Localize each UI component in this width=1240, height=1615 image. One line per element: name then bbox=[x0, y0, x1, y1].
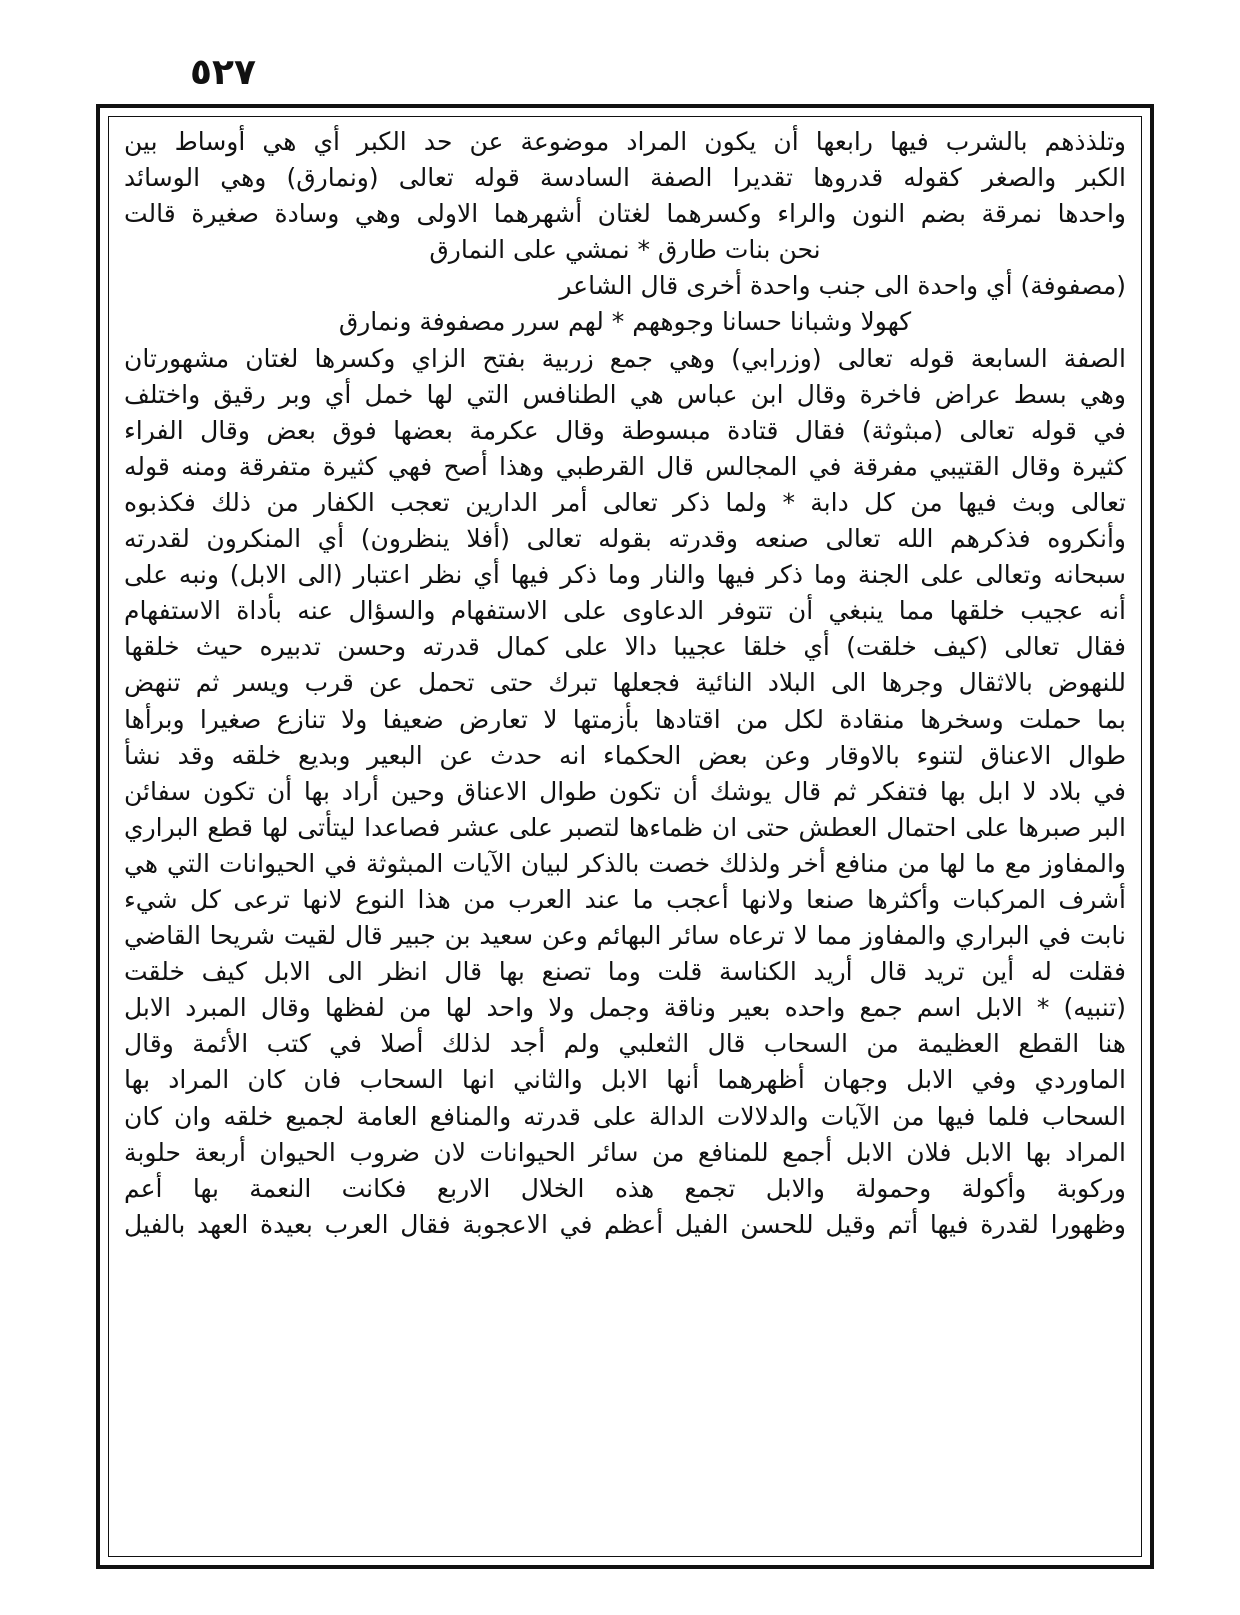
text-line: فقلت له أين تريد قال أريد الكناسة قلت وما تصنع بها قال انظر الى الابل كيف خلقت bbox=[124, 957, 1126, 987]
text-line: والمفاوز مع ما لها من منافع أخر ولذلك خصت بالذكر لبيان الآيات المبثوثة في الحيوانات التي هي bbox=[124, 848, 1126, 878]
text-line: (تنبيه) * الابل اسم جمع واحده بعير وناقة وجمل ولا واحد لها من لفظها وقال المبرد الابل bbox=[124, 993, 1126, 1023]
text-line: الصفة السابعة قوله تعالى (وزرابي) وهي جمع زربية بفتح الزاي وكسرها لغتان مشهورتان bbox=[124, 343, 1126, 373]
text-line: تعالى وبث فيها من كل دابة * ولما ذكر تعالى أمر الدارين تعجب الكفار من ذلك فكذبوه bbox=[124, 487, 1126, 517]
text-line: الكبر والصغر كقوله قدروها تقديرا الصفة السادسة قوله تعالى (ونمارق) وهي الوسائد bbox=[124, 163, 1126, 193]
text-line: واحدها نمرقة بضم النون والراء وكسرهما لغتان أشهرهما الاولى وهي وسادة صغيرة قالت bbox=[124, 199, 1126, 229]
page-number: ٥٢٧ bbox=[190, 52, 256, 93]
text-line: وتلذذهم بالشرب فيها رابعها أن يكون المراد موضوعة عن حد الكبر أي هي أوساط بين bbox=[124, 127, 1126, 156]
text-line: وأنكروه فذكرهم الله تعالى صنعه وقدرته بقوله تعالى (أفلا ينظرون) أي المنكرون لقدرته bbox=[124, 524, 1126, 554]
text-line: أنه عجيب خلقها مما ينبغي أن تتوفر الدعاوى على الاستفهام والسؤال عنه بأداة الاستفهام bbox=[124, 596, 1126, 626]
text-line: السحاب فلما فيها من الآيات والدلالات الدالة على قدرته والمنافع العامة لجميع خلقه وان كان bbox=[124, 1101, 1126, 1131]
verse-line: نحن بنات طارق * نمشي على النمارق bbox=[429, 235, 821, 265]
text-line: في قوله تعالى (مبثوثة) فقال قتادة مبسوطة وقال عكرمة بعضها فوق بعض وقال الفراء bbox=[124, 415, 1126, 445]
text-line: كثيرة وقال القتيبي مفرقة في المجالس قال القرطبي وهذا أصح فهي كثيرة متفرقة ومنه قوله bbox=[124, 451, 1126, 481]
text-line: نابت في البراري والمفاوز مما لا ترعاه سائر البهائم وعن سعيد بن جبير قال لقيت شريحا القاضي bbox=[124, 921, 1126, 951]
text-line: طوال الاعناق لتنوء بالاوقار وعن بعض الحكماء انه حدث عن البعير وبديع خلقه وقد نشأ bbox=[124, 740, 1126, 770]
text-line: في بلاد لا ابل بها فتفكر ثم قال يوشك أن تكون طوال الاعناق وحين أراد بها أن تكون سفائن bbox=[124, 776, 1126, 806]
body-text bbox=[124, 124, 1126, 1243]
text-line: هنا القطع العظيمة من السحاب قال الثعلبي ولم أجد لذلك أصلا في كتب الأئمة وقال bbox=[124, 1029, 1126, 1059]
verse-line: كهولا وشبانا حسانا وجوههم * لهم سرر مصفوفة ونمارق bbox=[338, 307, 912, 337]
text-line: سبحانه وتعالى على الجنة وما ذكر فيها والنار وما ذكر فيها أي نظر اعتبار (الى الابل) ونبه على bbox=[124, 560, 1126, 590]
text-line: فقال تعالى (كيف خلقت) أي خلقا عجيبا دالا على كمال قدرته وحسن تدبيره حيث خلقها bbox=[124, 632, 1126, 662]
text-line: المراد بها الابل فلان الابل أجمع للمنافع من سائر الحيوانات لان ضروب الحيوان أربعة حلوبة bbox=[124, 1137, 1126, 1167]
text-line: للنهوض بالاثقال وجرها الى البلاد النائية فجعلها تبرك حتى تحمل عن قرب ويسر ثم تنهض bbox=[124, 668, 1126, 698]
text-line: أشرف المركبات وأكثرها صنعا ولانها أعجب ما عند العرب من هذا النوع لانها ترعى كل شيء bbox=[124, 884, 1126, 914]
text-line: (مصفوفة) أي واحدة الى جنب واحدة أخرى قال الشاعر bbox=[559, 271, 1126, 301]
text-line: وظهورا لقدرة فيها أتم وقيل للحسن الفيل أعظم في الاعجوبة فقال العرب بعيدة العهد بالفيل bbox=[124, 1209, 1126, 1239]
text-line: البر صبرها على احتمال العطش حتى ان ظماءها لتصبر على عشر فصاعدا ليتأتى لها قطع البراري bbox=[124, 812, 1126, 842]
text-line: وركوبة وأكولة وحمولة والابل تجمع هذه الخلال الاربع فكانت النعمة بها أعم bbox=[124, 1173, 1126, 1203]
text-line: وهي بسط عراض فاخرة وقال ابن عباس هي الطنافس التي لها خمل أي وبر رقيق واختلف bbox=[124, 379, 1126, 409]
text-line: بما حملت وسخرها منقادة لكل من اقتادها بأزمتها لا تعارض ضعيفا ولا تنازع صغيرا وبرأها bbox=[124, 704, 1126, 734]
text-line: الماوردي وفي الابل وجهان أظهرهما أنها الابل والثاني انها السحاب فان كان المراد بها bbox=[124, 1065, 1126, 1095]
